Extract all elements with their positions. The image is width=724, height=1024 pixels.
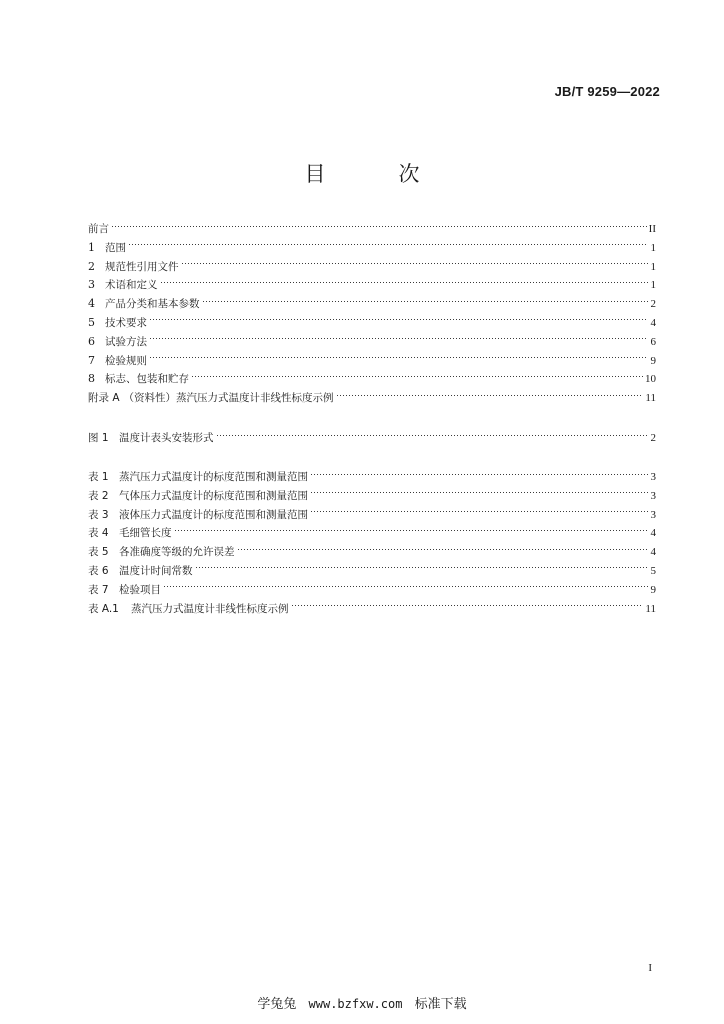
toc-leader-dots	[160, 279, 649, 285]
toc-leader-dots	[174, 527, 649, 533]
toc-entry-7[interactable]	[88, 352, 656, 371]
toc-entry-1[interactable]	[88, 239, 656, 258]
toc-entry-page: 1	[650, 241, 656, 254]
toc-table-a1[interactable]	[88, 600, 656, 619]
toc-figures	[88, 429, 656, 448]
toc-entry-page: 5	[650, 564, 656, 577]
toc-entry-page: 1	[650, 279, 656, 292]
toc-table-1[interactable]	[88, 468, 656, 487]
toc-entry-label: 标志、包装和贮存	[105, 373, 189, 386]
page-folio: I	[648, 962, 652, 974]
toc-entry-number: 表 2	[88, 489, 109, 502]
standard-number: JB/T 9259—2022	[554, 84, 660, 99]
toc-entry-label: 各准确度等级的允许误差	[119, 546, 235, 559]
toc-entry-label: 产品分类和基本参数	[105, 298, 200, 311]
toc-leader-dots	[310, 490, 648, 496]
footer-tagline: 标准下载	[414, 997, 467, 1012]
toc-entry-number: 图 1	[88, 432, 109, 444]
toc-leader-dots	[216, 432, 649, 438]
toc-entry-label: 温度计表头安装形式	[119, 432, 214, 444]
toc-entry-number: 表 A.1	[88, 602, 119, 615]
toc-entry-number: 表 5	[88, 546, 109, 559]
toc-leader-dots	[202, 298, 649, 304]
toc-entry-8[interactable]	[88, 370, 656, 389]
toc-entry-number: 4	[88, 297, 95, 311]
toc-entry-6[interactable]	[88, 333, 656, 352]
toc-entry-number: 7	[88, 353, 95, 367]
toc-entry-2[interactable]	[88, 258, 656, 277]
toc-tables	[88, 468, 656, 618]
toc-entry-number: 表 3	[88, 508, 109, 521]
toc-entry-label: 气体压力式温度计的标度范围和测量范围	[119, 489, 308, 502]
toc-entry-page: 6	[650, 335, 656, 348]
toc-entry-label: 检验规则	[105, 354, 147, 367]
toc-entry-label: 范围	[105, 241, 126, 254]
toc-leader-dots	[310, 509, 648, 515]
toc-table-5[interactable]	[88, 543, 656, 562]
toc-leader-dots	[191, 373, 643, 379]
toc-sections	[88, 220, 656, 408]
toc-leader-dots	[128, 242, 648, 248]
toc-entry-page: 3	[650, 471, 656, 483]
toc-entry-label: 试验方法	[105, 335, 147, 348]
toc-leader-dots	[149, 317, 648, 323]
toc-entry-number: 表 7	[88, 583, 109, 596]
toc-entry-number: 1	[88, 240, 95, 254]
footer-site-name: 学兔兔	[257, 997, 297, 1012]
toc-entry-page: 3	[650, 508, 656, 521]
toc-entry-label: 蒸汽压力式温度计的标度范围和测量范围	[119, 471, 308, 483]
toc-entry-page: 11	[645, 602, 656, 615]
toc-entry-3[interactable]	[88, 276, 656, 295]
toc-entry-page: 2	[650, 298, 656, 311]
toc-leader-dots	[237, 546, 649, 552]
download-footer	[0, 993, 724, 1012]
toc-leader-dots	[336, 392, 644, 398]
toc-entry-annex-a[interactable]	[88, 389, 656, 408]
toc-entry-label: 前言	[88, 223, 109, 235]
toc-entry-foreword[interactable]	[88, 220, 656, 239]
toc-table-6[interactable]	[88, 562, 656, 581]
toc-figure-1[interactable]	[88, 429, 656, 448]
toc-entry-page: 11	[645, 392, 656, 405]
toc-entry-number: 表 6	[88, 564, 109, 577]
toc-leader-dots	[163, 584, 648, 590]
toc-entry-page: 3	[650, 489, 656, 502]
toc-entry-page: 10	[645, 373, 656, 386]
toc-entry-number: 2	[88, 259, 95, 273]
toc-entry-number: 8	[88, 372, 95, 386]
toc-entry-page: 9	[650, 583, 656, 596]
toc-table-7[interactable]	[88, 581, 656, 600]
toc-entry-label: 蒸汽压力式温度计非线性标度示例	[131, 602, 289, 615]
toc-entry-label: 规范性引用文件	[105, 260, 179, 273]
toc-leader-dots	[291, 603, 644, 609]
toc-entry-page: 2	[650, 432, 656, 444]
toc-entry-5[interactable]	[88, 314, 656, 333]
toc-entry-label: 术语和定义	[105, 279, 158, 292]
toc-entry-label: 检验项目	[119, 583, 161, 596]
toc-entry-page: 4	[650, 316, 656, 329]
toc-entry-page: 4	[650, 527, 656, 540]
toc-entry-page: 1	[650, 260, 656, 273]
toc-entry-label: 技术要求	[105, 316, 147, 329]
page-title: 目 次	[304, 162, 446, 186]
toc-table-2[interactable]	[88, 487, 656, 506]
toc-entry-4[interactable]	[88, 295, 656, 314]
toc-leader-dots	[181, 261, 649, 267]
toc-leader-dots	[149, 336, 648, 342]
toc-leader-dots	[310, 471, 648, 477]
toc-entry-number: 3	[88, 278, 95, 292]
toc-entry-label: 温度计时间常数	[119, 564, 193, 577]
toc-entry-label: （资料性）蒸汽压力式温度计非线性标度示例	[123, 392, 334, 405]
toc-entry-number: 表 1	[88, 471, 109, 483]
toc-table-3[interactable]	[88, 506, 656, 525]
toc-entry-page: 9	[650, 354, 656, 367]
toc-entry-page: II	[648, 223, 656, 235]
toc-entry-number: 6	[88, 334, 95, 348]
toc-entry-number: 5	[88, 315, 95, 329]
toc-entry-number: 附录 A	[88, 392, 120, 405]
toc-entry-label: 毛细管长度	[119, 527, 172, 540]
toc-entry-number: 表 4	[88, 527, 109, 540]
toc-leader-dots	[149, 355, 648, 361]
footer-url-link[interactable]: www.bzfxw.com	[308, 997, 403, 1011]
toc-entry-label: 液体压力式温度计的标度范围和测量范围	[119, 508, 308, 521]
toc-leader-dots	[111, 223, 647, 229]
toc-leader-dots	[195, 565, 649, 571]
toc-entry-page: 4	[650, 546, 656, 559]
toc-table-4[interactable]	[88, 524, 656, 543]
